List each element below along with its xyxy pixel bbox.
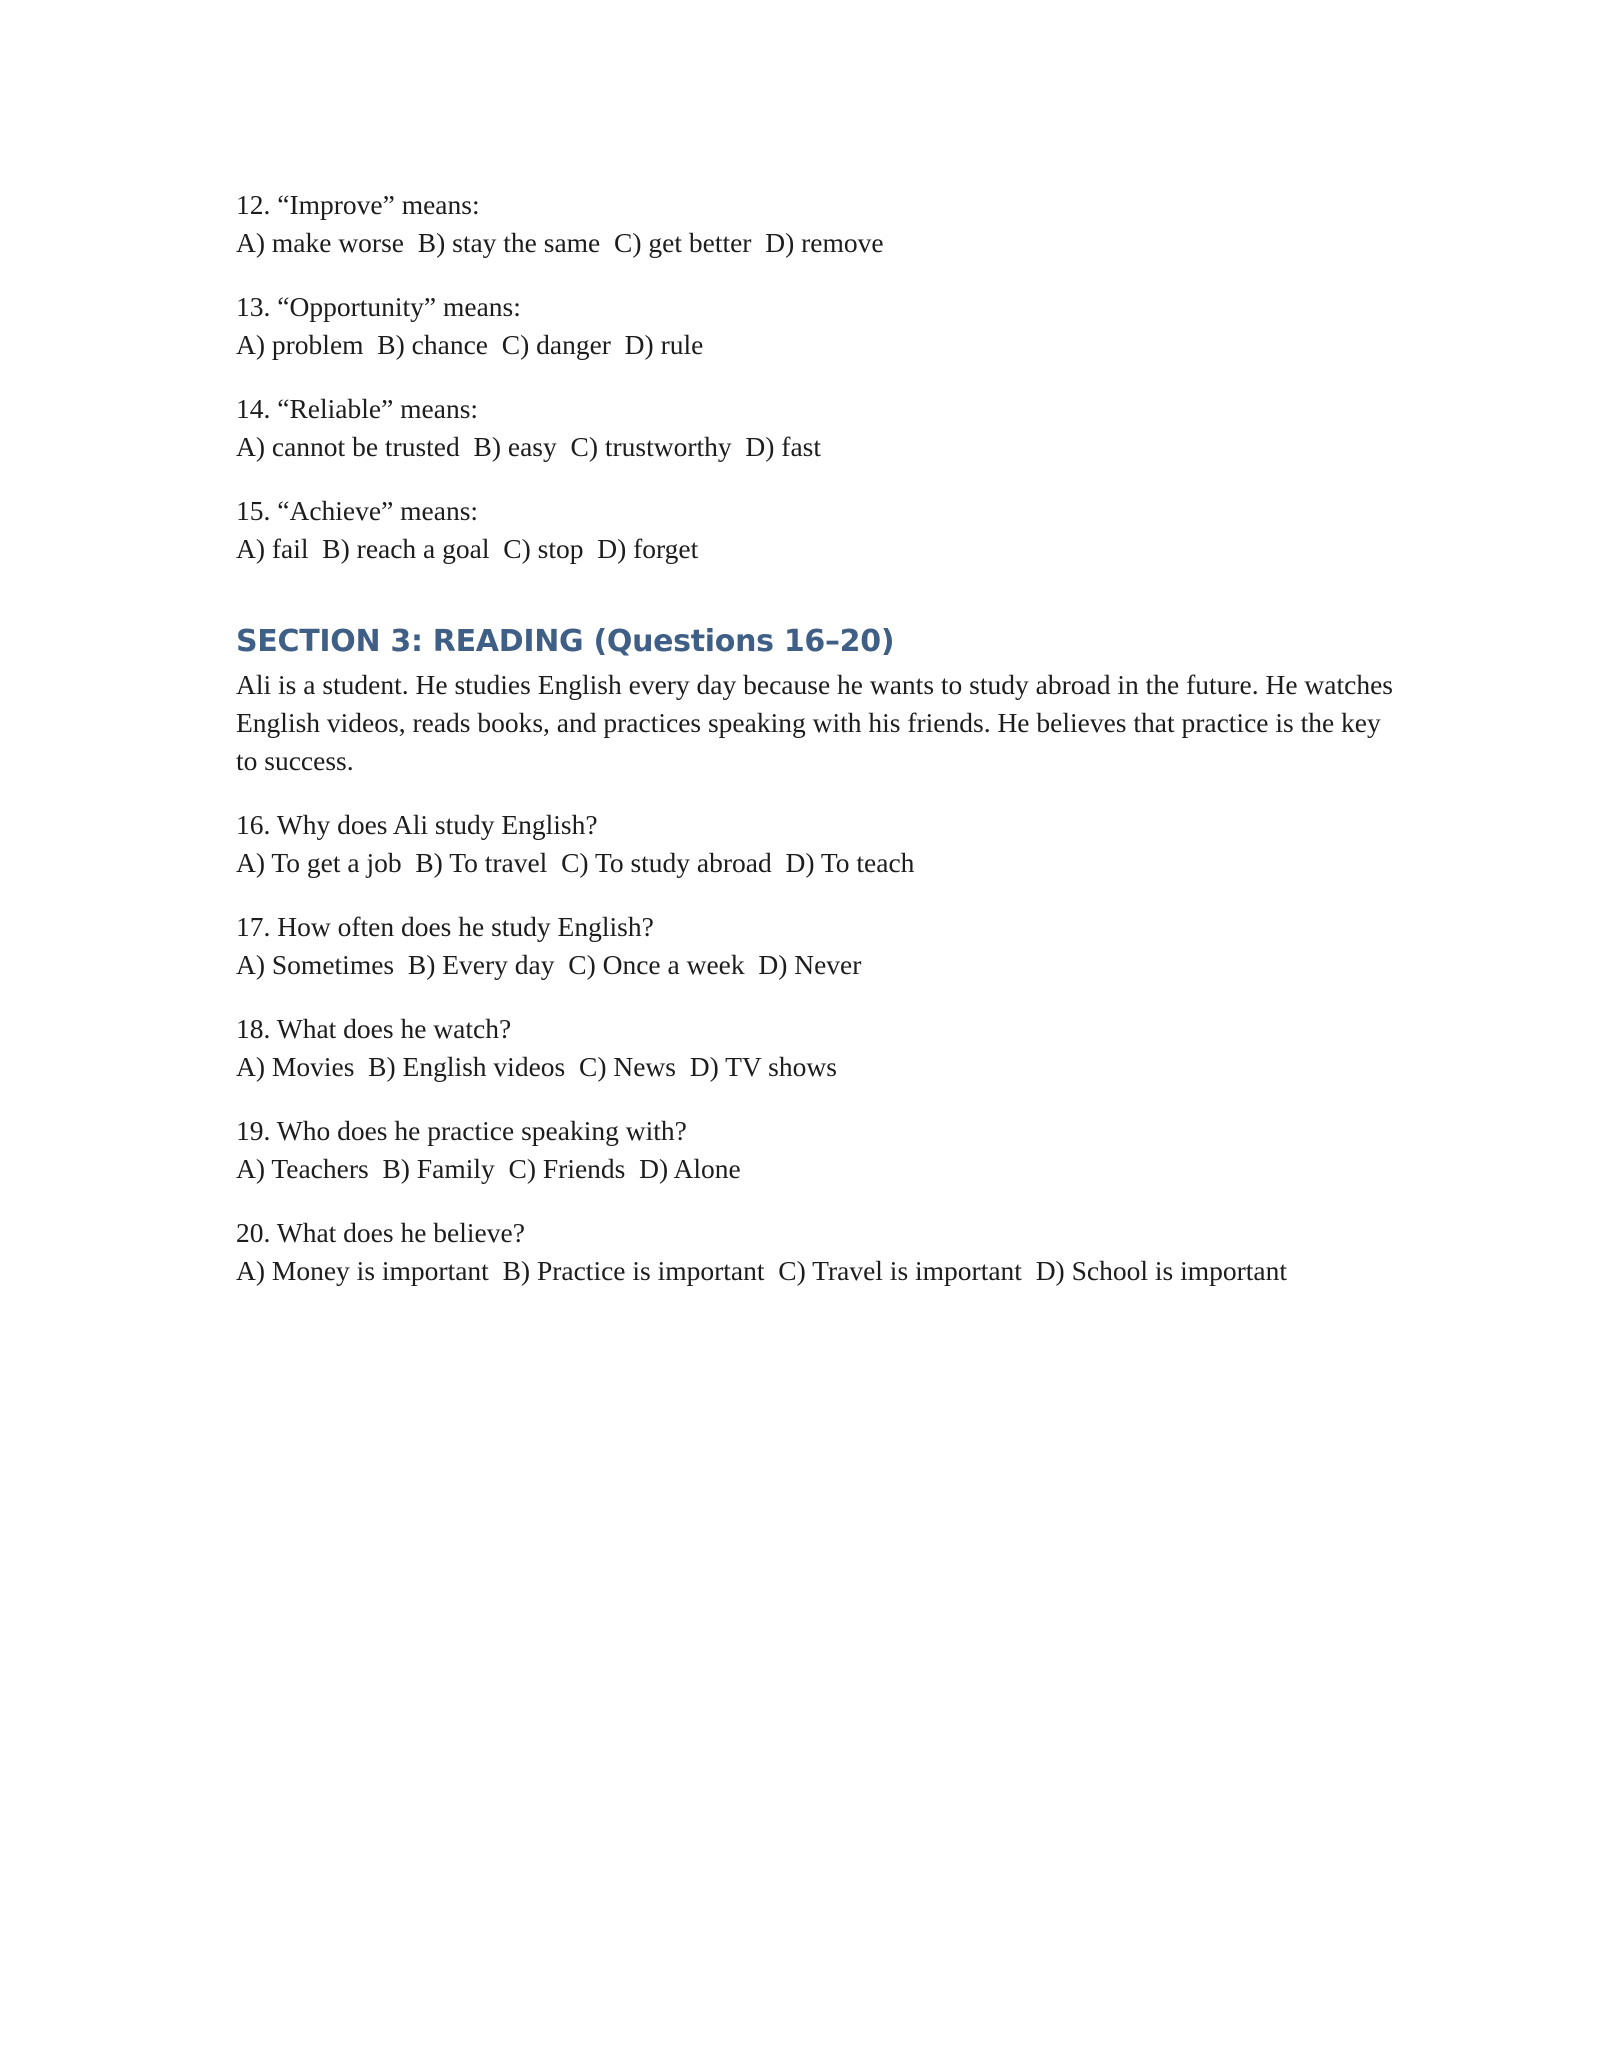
question-text: 18. What does he watch? <box>236 1013 512 1044</box>
question-12 <box>236 186 1396 262</box>
question-text: 14. “Reliable” means: <box>236 393 479 424</box>
question-text: 19. Who does he practice speaking with? <box>236 1115 687 1146</box>
question-15 <box>236 492 1396 568</box>
question-17 <box>236 908 1396 984</box>
question-text: 13. “Opportunity” means: <box>236 291 521 322</box>
answer-options: A) cannot be trusted B) easy C) trustworthy D) fast <box>236 431 822 462</box>
question-14 <box>236 390 1396 466</box>
question-text: 12. “Improve” means: <box>236 189 480 220</box>
question-text: 17. How often does he study English? <box>236 911 654 942</box>
page-content <box>236 186 1396 1316</box>
reading-passage: Ali is a student. He studies English every day because he wants to study abroad in the future. He watches English videos, reads books, and practices speaking with his friends. He believes that practice is the key to success. <box>236 669 1393 776</box>
answer-options: A) problem B) chance C) danger D) rule <box>236 329 704 360</box>
question-text: 16. Why does Ali study English? <box>236 809 598 840</box>
answer-options: A) Teachers B) Family C) Friends D) Alone <box>236 1153 741 1184</box>
answer-options: A) Money is important B) Practice is important C) Travel is important D) School is important <box>236 1255 1288 1286</box>
question-text: 15. “Achieve” means: <box>236 495 479 526</box>
question-19 <box>236 1112 1396 1188</box>
section-3-heading: SECTION 3: READING (Questions 16–20) <box>236 624 895 659</box>
answer-options: A) Movies B) English videos C) News D) TV shows <box>236 1051 837 1082</box>
answer-options: A) To get a job B) To travel C) To study abroad D) To teach <box>236 847 915 878</box>
answer-options: A) fail B) reach a goal C) stop D) forget <box>236 533 699 564</box>
question-text: 20. What does he believe? <box>236 1217 525 1248</box>
question-13 <box>236 288 1396 364</box>
question-16 <box>236 806 1396 882</box>
answer-options: A) make worse B) stay the same C) get better D) remove <box>236 227 884 258</box>
question-20 <box>236 1214 1396 1290</box>
question-18 <box>236 1010 1396 1086</box>
answer-options: A) Sometimes B) Every day C) Once a week D) Never <box>236 949 862 980</box>
